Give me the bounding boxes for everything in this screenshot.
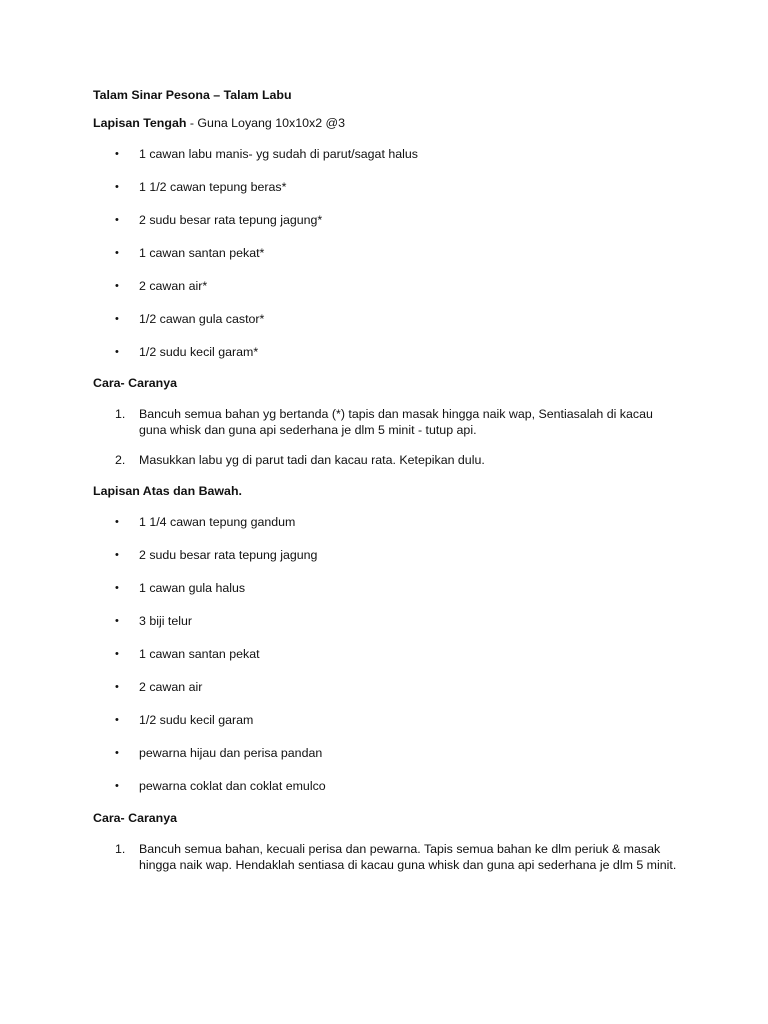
bullet-icon: • — [115, 214, 119, 226]
ingredient-text: pewarna coklat dan coklat emulco — [139, 779, 326, 793]
section1-method-heading: Cara- Caranya — [93, 376, 178, 390]
ingredient-text: 2 cawan air* — [139, 279, 208, 293]
bullet-icon: • — [115, 681, 119, 693]
section2-heading: Lapisan Atas dan Bawah. — [93, 484, 242, 498]
step-number: 1. — [115, 407, 126, 421]
ingredient-text: 1 1/4 cawan tepung gandum — [139, 515, 296, 529]
ingredient-text: 1 cawan santan pekat — [139, 647, 260, 661]
step-number: 2. — [115, 453, 126, 467]
ingredient-text: 1 1/2 cawan tepung beras* — [139, 180, 287, 194]
bullet-icon: • — [115, 747, 119, 759]
ingredient-text: pewarna hijau dan perisa pandan — [139, 746, 323, 760]
bullet-icon: • — [115, 615, 119, 627]
ingredient-text: 2 cawan air — [139, 680, 203, 694]
ingredient-text: 2 sudu besar rata tepung jagung* — [139, 213, 323, 227]
step-text: Masukkan labu yg di parut tadi dan kacau rata. Ketepikan dulu. — [139, 453, 485, 467]
ingredient-text: 1 cawan gula halus — [139, 581, 246, 595]
bullet-icon: • — [115, 516, 119, 528]
bullet-icon: • — [115, 148, 119, 160]
bullet-icon: • — [115, 346, 119, 358]
step-text: Bancuh semua bahan, kecuali perisa dan pewarna. Tapis semua bahan ke dlm periuk & masak hingga naik wap. Hendaklah sentiasa di kacau guna whisk dan guna api sederhana je dlm 5 minit. — [139, 842, 677, 872]
bullet-icon: • — [115, 181, 119, 193]
ingredient-text: 1/2 sudu kecil garam — [139, 713, 254, 727]
bullet-icon: • — [115, 648, 119, 660]
bullet-icon: • — [115, 714, 119, 726]
ingredient-text: 1 cawan labu manis- yg sudah di parut/sagat halus — [139, 147, 418, 161]
bullet-icon: • — [115, 780, 119, 792]
section2-method-heading: Cara- Caranya — [93, 811, 178, 825]
bullet-icon: • — [115, 549, 119, 561]
ingredient-text: 3 biji telur — [139, 614, 193, 628]
ingredient-text: 1/2 sudu kecil garam* — [139, 345, 259, 359]
section1-heading-line — [93, 115, 345, 131]
document-title: Talam Sinar Pesona – Talam Labu — [93, 88, 292, 102]
section1-subtitle: - Guna Loyang 10x10x2 @3 — [186, 116, 346, 130]
bullet-icon: • — [115, 247, 119, 259]
section1-heading: Lapisan Tengah — [93, 116, 187, 130]
step-text: Bancuh semua bahan yg bertanda (*) tapis dan masak hingga naik wap, Sentiasalah di kacau guna whisk dan guna api sederhana je dlm 5 minit - tutup api. — [139, 407, 653, 437]
bullet-icon: • — [115, 280, 119, 292]
ingredient-text: 1 cawan santan pekat* — [139, 246, 265, 260]
step-number: 1. — [115, 842, 126, 856]
ingredient-text: 1/2 cawan gula castor* — [139, 312, 265, 326]
bullet-icon: • — [115, 582, 119, 594]
ingredient-text: 2 sudu besar rata tepung jagung — [139, 548, 318, 562]
bullet-icon: • — [115, 313, 119, 325]
